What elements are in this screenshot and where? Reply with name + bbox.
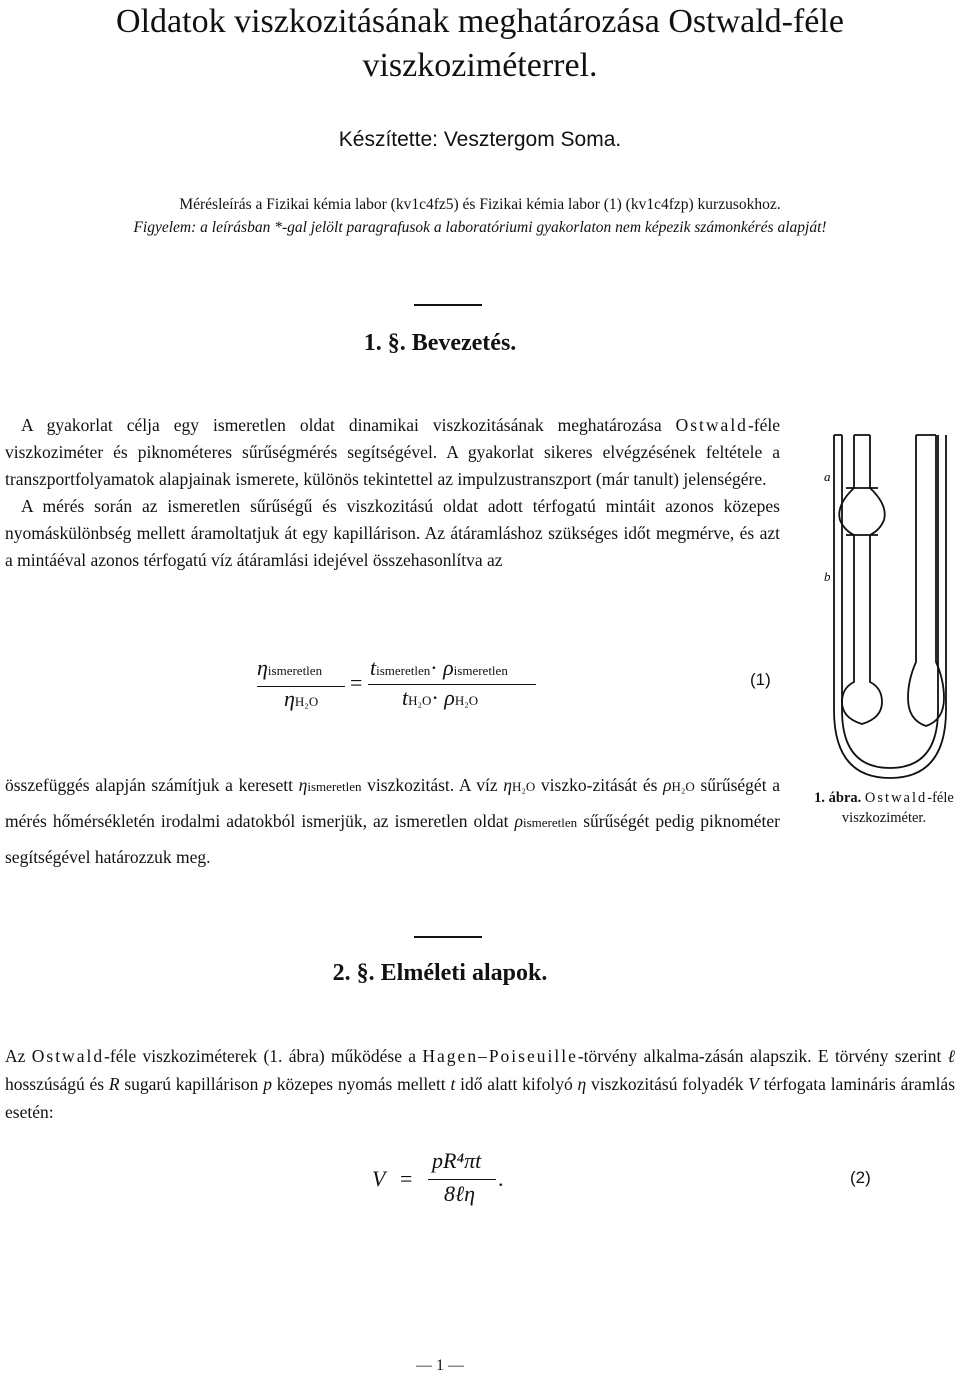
eq1-rhs-denominator: tH₂O· ρH₂O xyxy=(402,685,479,710)
mark-b-label: b xyxy=(824,569,831,584)
section-divider xyxy=(414,304,482,306)
eq2-fraction-bar xyxy=(428,1179,496,1180)
eq1-lhs-denominator: ηH₂O xyxy=(284,686,319,711)
document-title: Oldatok viszkozitásának meghatározása Ostwald-féle viszkoziméterrel. xyxy=(116,3,844,84)
author-line: Készítette: Vesztergom Soma. xyxy=(338,128,622,151)
figure-caption: 1. ábra. Ostwald-féle viszkoziméter. xyxy=(814,790,954,826)
eta-water-symbol: ηH₂O xyxy=(503,775,536,795)
eq1-rhs-numerator: tismeretlen· ρismeretlen xyxy=(370,655,508,680)
page-number: — 1 — xyxy=(416,1357,464,1374)
eq1-number: (1) xyxy=(750,670,771,689)
section-2-heading: 2. §. Elméleti alapok. xyxy=(332,960,548,986)
eq2-denominator: 8ℓη xyxy=(444,1181,476,1206)
intro-text-b: -féle viszkoziméter és piknométeres sűrűségmérés segítségével. A gyakorlat sikeres elvégzésének feltétele a transzportfolyamatok alapjainak ismerete, különös tekintettel az impulzustranszport (már tanult) jelenségére. xyxy=(5,415,780,489)
warning-note: Figyelem: a leírásban *-gal jelölt paragrafusok a laboratóriumi gyakorlaton nem képezik számonkérés alapját! xyxy=(133,219,827,236)
section-1-conclusion: összefüggés alapján számítjuk a keresett ηismeretlen viszkozitást. A víz ηH₂O viszko-zitását és ρH₂O sűrűségét a mérés hőmérsékletén irodalmi adatokból ismerjük, az ismeretlen oldat ρismeretlen sűrűségét pedig piknométer segítségével határozzuk meg. xyxy=(5,775,780,867)
eq2-numerator: pR⁴πt xyxy=(432,1148,482,1173)
section-1-heading: 1. §. Bevezetés. xyxy=(363,330,517,356)
course-note: Mérésleírás a Fizikai kémia labor (kv1c4fz5) és Fizikai kémia labor (1) (kv1c4fzp) kurzusokhoz. xyxy=(179,196,781,213)
rho-water-symbol: ρH₂O xyxy=(663,775,695,795)
section-2-paragraph: Az Ostwald-féle viszkoziméterek (1. ábra) működése a Hagen–Poiseuille-törvény alkalma-zásán alapszik. E törvény szerint ℓ hosszúságú és R sugarú kapillárison p közepes nyomás mellett t idő alatt kifolyó η viszkozitású folyadék V térfogata lamináris áramlás esetén: xyxy=(5,1046,956,1122)
section-divider-2 xyxy=(414,936,482,938)
eq2-lhs: V xyxy=(372,1166,386,1191)
rho-unknown-symbol: ρismeretlen xyxy=(514,811,578,831)
eq1-equals: = xyxy=(350,670,363,695)
method-paragraph: A mérés során az ismeretlen sűrűségű és viszkozitású oldat adott térfogatú mintáit azonos közepes nyomáskülönbség mellett áramoltatjuk át egy kapillárison. Az átáramláshoz szükséges időt megmérve, és azt a mintáéval azonos térfogatú víz átáramlási idejével összehasonlítva az xyxy=(5,496,780,570)
eq2-number: (2) xyxy=(850,1168,871,1187)
eq2-period: . xyxy=(498,1166,504,1191)
mark-a-label: a xyxy=(824,469,831,484)
ostwald-viscometer-figure xyxy=(820,430,960,790)
intro-text-a: A gyakorlat célja egy ismeretlen oldat dinamikai viszkozitásának meghatározása xyxy=(21,415,676,435)
eq2-equals: = xyxy=(400,1166,413,1191)
ostwald-name: Ostwald xyxy=(675,415,748,435)
section-1-intro xyxy=(5,412,780,574)
eq1-lhs-numerator: ηismeretlen xyxy=(257,655,323,680)
eta-unknown-symbol: ηismeretlen xyxy=(298,775,362,795)
